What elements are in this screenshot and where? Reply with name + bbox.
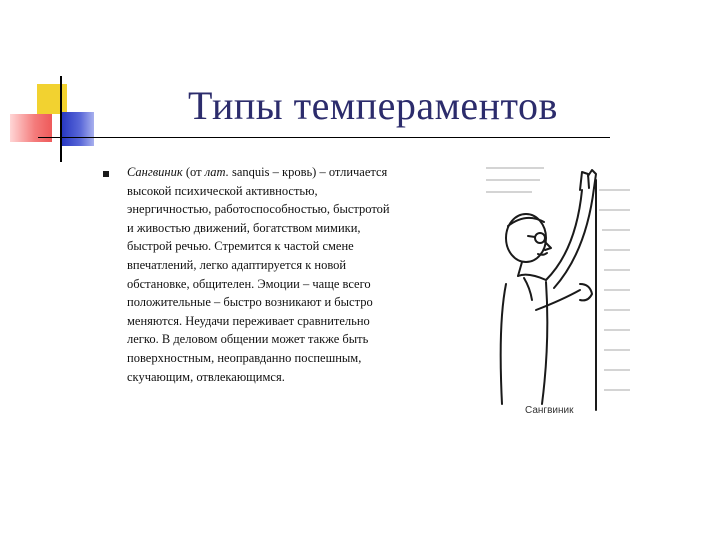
title-underline [38, 137, 610, 138]
bullet-text [127, 163, 395, 386]
lat-word: sanquis – кровь) – [228, 165, 326, 179]
bullet-square-icon [103, 171, 109, 177]
sanguine-illustration [484, 160, 632, 430]
paren-open: (от [182, 165, 205, 179]
decor-vertical-line [60, 76, 62, 162]
figure-caption: Сангвиник [525, 405, 574, 416]
decor-yellow-square [37, 84, 67, 114]
description: отличается высокой психической активностью, энергичностью, работоспособностью, быстротой и живостью движений, богатством мимики, быстрой речью. Стремится к частой смене впечатлений, легко адаптируется к новой обстановке, общителен. Эмоции – чаще всего положительные – быстро возникают и быстро меняются. Неудачи переживает сравнительно легко. В деловом общении может также быть поверхностным, неоправданно поспешным, скучающим, отвлекающимся. [127, 165, 390, 384]
slide-title: Типы темпераментов [188, 83, 558, 128]
lat-abbr: лат. [204, 165, 229, 179]
term: Сангвиник [127, 165, 183, 179]
decor-blue-square [60, 112, 94, 146]
person-icon [484, 160, 632, 430]
